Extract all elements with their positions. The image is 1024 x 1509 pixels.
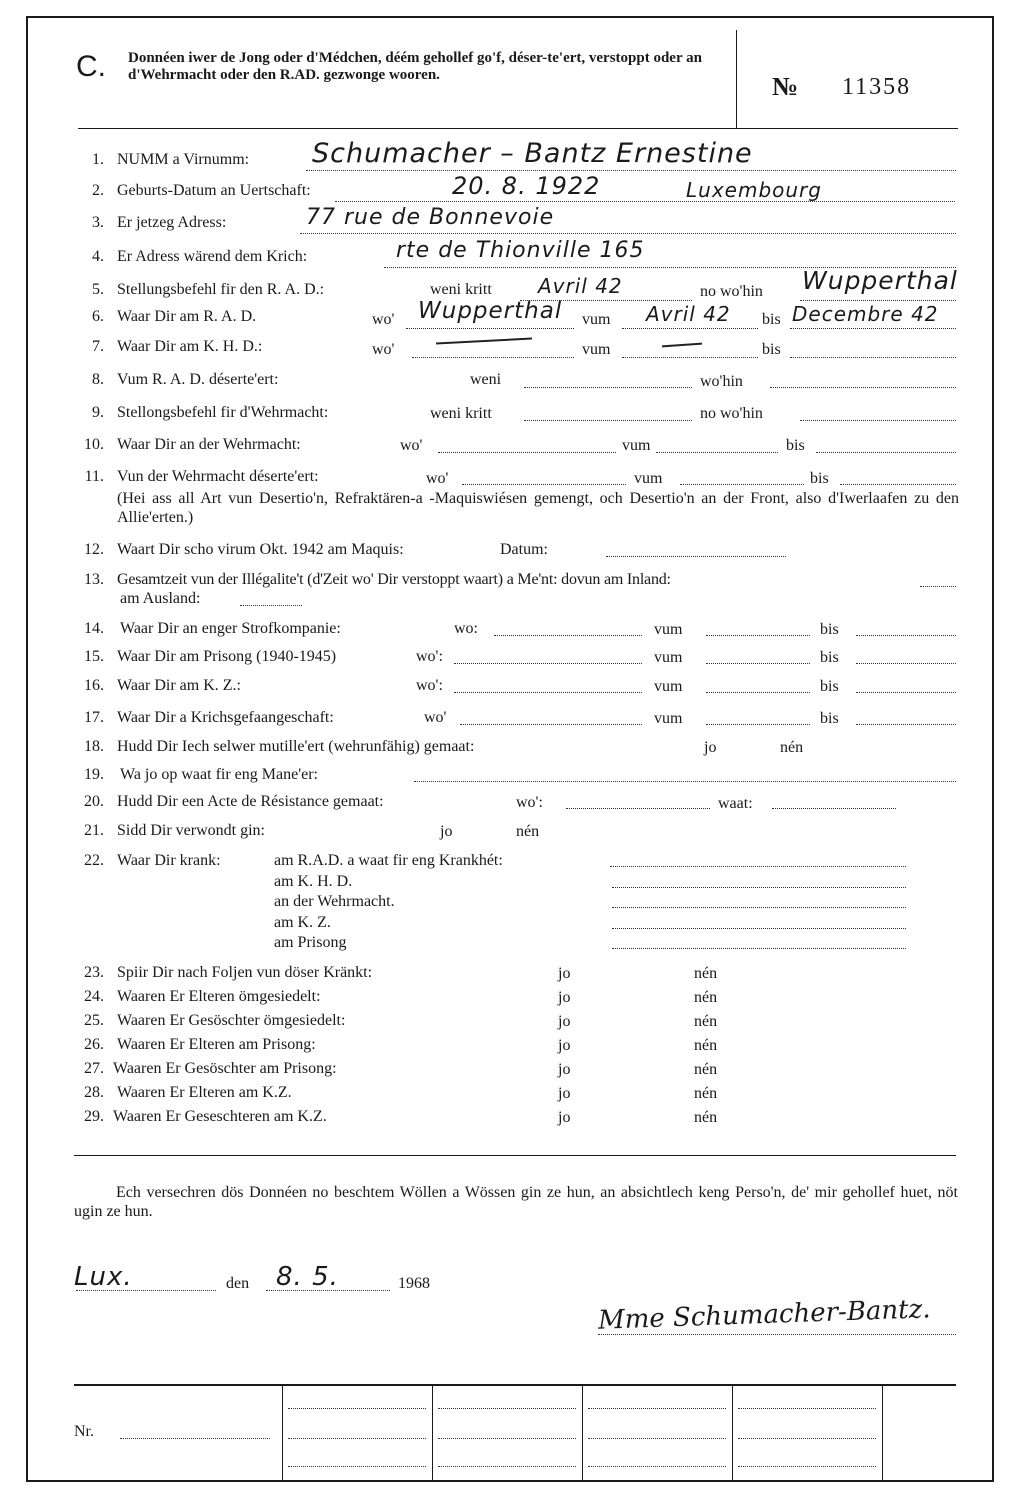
field-29-number: 29.: [84, 1108, 104, 1125]
footer-col-divider-1: [282, 1385, 283, 1480]
field-3-value[interactable]: 77 rue de Bonnevoie: [306, 205, 555, 230]
field-28-yes[interactable]: jo: [558, 1085, 571, 1102]
field-18-yes[interactable]: jo: [704, 739, 717, 756]
field-4-number: 4.: [92, 248, 104, 265]
field-22-sub-2-line: [612, 907, 906, 908]
field-5-number: 5.: [92, 281, 104, 298]
field-6-to-value[interactable]: Decembre 42: [792, 302, 939, 326]
signing-den-label: den: [226, 1275, 250, 1292]
field-13-abroad-label: am Ausland:: [120, 590, 201, 607]
field-14-from-line: [706, 635, 810, 636]
field-27-label: Waaren Er Gesöschter am Prisong:: [113, 1060, 337, 1077]
field-7-where-line: [412, 357, 574, 358]
field-22-sub-1-line: [612, 887, 906, 888]
footer-c4-l3: [738, 1466, 876, 1467]
field-2-date[interactable]: 20. 8. 1922: [452, 172, 601, 200]
field-11-from-line: [680, 484, 804, 485]
field-9-label: Stellongsbefehl fir d'Wehrmacht:: [117, 404, 329, 421]
field-10-where-line: [438, 452, 616, 453]
footer-c4-l1: [738, 1408, 876, 1409]
footer-nr-label: Nr.: [74, 1423, 94, 1440]
field-11-where-label: wo': [426, 470, 449, 487]
field-7-number: 7.: [92, 338, 104, 355]
field-15-where-line: [454, 663, 642, 664]
field-10-to-label: bis: [786, 437, 805, 454]
field-2-line: [335, 201, 955, 202]
field-23-yes[interactable]: jo: [558, 965, 571, 982]
footer-col-divider-2: [432, 1385, 433, 1480]
field-7-from-label: vum: [582, 341, 611, 358]
field-17-where-line: [460, 724, 642, 725]
field-22-rad-line: [610, 866, 906, 867]
field-5-label: Stellungsbefehl fir den R. A. D.:: [117, 281, 325, 298]
field-22-rad-label: am R.A.D. a waat fir eng Krankhét:: [274, 852, 503, 869]
field-8-label: Vum R. A. D. déserte'ert:: [117, 371, 279, 388]
field-24-number: 24.: [84, 988, 104, 1005]
field-29-no[interactable]: nén: [694, 1109, 718, 1126]
field-21-label: Sidd Dir verwondt gin:: [117, 822, 265, 839]
field-20-what-line: [772, 808, 896, 809]
field-12-date-line: [606, 556, 786, 557]
field-3-number: 3.: [92, 214, 104, 231]
signing-place-line: [76, 1290, 216, 1291]
field-7-from-line: [622, 357, 758, 358]
form-number: 11358: [842, 74, 912, 100]
footer-nr-line: [120, 1438, 270, 1439]
field-12-number: 12.: [84, 541, 104, 558]
field-13-label: Gesamtzeit vun der Illégalite't (d'Zeit wo' Dir verstoppt waart) a Me'nt: dovun am Inland:: [117, 571, 671, 588]
field-15-where-label: wo':: [416, 648, 443, 665]
footer-col-divider-4: [732, 1385, 733, 1480]
field-16-where-label: wo':: [416, 677, 443, 694]
field-16-from-label: vum: [654, 678, 683, 695]
field-16-to-label: bis: [820, 678, 839, 695]
field-11-number: 11.: [84, 468, 104, 485]
field-20-where-line: [566, 808, 710, 809]
field-2-number: 2.: [92, 182, 104, 199]
field-15-from-line: [706, 663, 810, 664]
field-14-number: 14.: [84, 620, 104, 637]
field-23-label: Spiir Dir nach Foljen vun döser Kränkt:: [117, 964, 373, 981]
field-6-from-line: [622, 328, 758, 329]
field-6-from-value[interactable]: Avril 42: [646, 302, 731, 326]
field-10-where-label: wo': [400, 437, 423, 454]
field-18-no[interactable]: nén: [780, 739, 804, 756]
field-12-label: Waart Dir scho virum Okt. 1942 am Maquis:: [117, 541, 404, 558]
field-16-number: 16.: [84, 677, 104, 694]
field-15-label: Waar Dir am Prisong (1940-1945): [117, 648, 337, 665]
number-symbol: №: [772, 72, 799, 101]
footer-col-divider-5: [882, 1385, 883, 1480]
field-16-where-line: [454, 692, 642, 693]
field-4-value[interactable]: rte de Thionville 165: [396, 238, 645, 263]
field-27-no[interactable]: nén: [694, 1061, 718, 1078]
field-21-yes[interactable]: jo: [440, 823, 453, 840]
signature-line: [598, 1334, 956, 1335]
field-20-what-label: waat:: [718, 795, 753, 812]
field-10-label: Waar Dir an der Wehrmacht:: [117, 436, 301, 453]
field-8-number: 8.: [92, 371, 104, 388]
field-22-sub-4-line: [612, 948, 906, 949]
field-2-label: Geburts-Datum an Uertschaft:: [117, 182, 311, 199]
field-5-where-value[interactable]: Wupperthal: [802, 266, 958, 295]
field-22-sub-2: an der Wehrmacht.: [274, 893, 395, 910]
field-5-where-label: no wo'hin: [700, 283, 763, 300]
field-28-number: 28.: [84, 1084, 104, 1101]
field-7-to-label: bis: [762, 341, 781, 358]
field-6-where-line: [406, 328, 574, 329]
footer-c1-l2: [288, 1438, 426, 1439]
field-4-label: Er Adress wärend dem Krich:: [117, 248, 308, 265]
field-24-label: Waaren Er Elteren ömgesiedelt:: [117, 988, 321, 1005]
field-11-where-line: [462, 484, 626, 485]
field-15-to-line: [856, 663, 956, 664]
field-26-no[interactable]: nén: [694, 1037, 718, 1054]
field-17-to-line: [856, 724, 956, 725]
field-5-where-line: [800, 300, 956, 301]
field-17-from-label: vum: [654, 710, 683, 727]
field-8-when-line: [524, 387, 692, 388]
field-25-yes[interactable]: jo: [558, 1013, 571, 1030]
field-13-abroad-line: [240, 605, 302, 606]
field-26-yes[interactable]: jo: [558, 1037, 571, 1054]
field-14-from-label: vum: [654, 621, 683, 638]
field-6-where-label: wo': [372, 311, 395, 328]
declaration-text: Ech versechren dös Donnéen no beschtem Wöllen a Wössen gin ze hun, an absichtlech keng Perso'n, de' mir gehollef huet, nöt ugin ze hun.: [74, 1184, 958, 1220]
field-15-number: 15.: [84, 648, 104, 665]
footer-c2-l3: [438, 1466, 576, 1467]
field-16-to-line: [856, 692, 956, 693]
field-14-to-line: [856, 635, 956, 636]
field-11-note: (Hei ass all Art vun Desertio'n, Refraktären-a -Maquiswiésen gemengt, och Desertio'n an der Front, also d'Iwerlaafen zu den Allie'erten.): [117, 490, 959, 526]
field-1-number: 1.: [92, 151, 104, 168]
field-20-where-label: wo':: [516, 794, 543, 811]
field-19-label: Wa jo op waat fir eng Mane'er:: [120, 766, 318, 783]
field-11-label: Vun der Wehrmacht déserte'ert:: [117, 468, 319, 485]
field-5-when-value[interactable]: Avril 42: [538, 274, 623, 298]
field-29-label: Waaren Er Geseschteren am K.Z.: [113, 1108, 327, 1125]
header-rule: [78, 128, 958, 129]
footer-c3-l3: [588, 1466, 726, 1467]
field-27-yes[interactable]: jo: [558, 1061, 571, 1078]
field-17-number: 17.: [84, 709, 104, 726]
footer-c4-l2: [738, 1438, 876, 1439]
field-17-to-label: bis: [820, 710, 839, 727]
footer-c2-l1: [438, 1408, 576, 1409]
field-27-number: 27.: [84, 1060, 104, 1077]
footer-c3-l1: [588, 1408, 726, 1409]
field-21-no[interactable]: nén: [516, 823, 540, 840]
field-20-number: 20.: [84, 793, 104, 810]
field-26-number: 26.: [84, 1036, 104, 1053]
field-22-number: 22.: [84, 852, 104, 869]
field-1-line: [306, 170, 956, 171]
field-17-where-label: wo': [424, 709, 447, 726]
declaration-rule: [74, 1155, 956, 1156]
field-19-line: [414, 781, 956, 782]
field-28-no[interactable]: nén: [694, 1085, 718, 1102]
field-1-value[interactable]: Schumacher – Bantz Ernestine: [312, 138, 753, 169]
field-18-label: Hudd Dir Iech selwer mutille'ert (wehrunfähig) gemaat:: [117, 738, 475, 755]
field-6-label: Waar Dir am R. A. D.: [117, 308, 257, 325]
field-10-from-line: [656, 452, 778, 453]
field-6-number: 6.: [92, 308, 104, 325]
field-7-where-label: wo': [372, 341, 395, 358]
field-29-yes[interactable]: jo: [558, 1109, 571, 1126]
field-22-sub-3-line: [612, 928, 906, 929]
field-24-yes[interactable]: jo: [558, 989, 571, 1006]
field-5-when-label: weni kritt: [430, 281, 492, 298]
field-25-number: 25.: [84, 1012, 104, 1029]
field-16-from-line: [706, 692, 810, 693]
signing-date[interactable]: 8. 5.: [276, 1262, 339, 1292]
field-6-to-label: bis: [762, 311, 781, 328]
field-9-number: 9.: [92, 404, 104, 421]
field-11-from-label: vum: [634, 470, 663, 487]
field-10-to-line: [816, 452, 956, 453]
field-8-where-label: wo'hin: [700, 373, 743, 390]
field-23-number: 23.: [84, 964, 104, 981]
field-7-label: Waar Dir am K. H. D.:: [117, 338, 263, 355]
field-8-when-label: weni: [470, 371, 502, 388]
field-9-when-label: weni kritt: [430, 405, 492, 422]
field-14-to-label: bis: [820, 621, 839, 638]
field-3-line: [300, 233, 956, 234]
field-9-where-line: [800, 420, 956, 421]
field-22-label: Waar Dir krank:: [117, 852, 221, 869]
field-6-to-line: [790, 328, 956, 329]
signing-place[interactable]: Lux.: [74, 1262, 133, 1292]
field-2-place[interactable]: Luxembourg: [686, 178, 822, 202]
field-22-sub-4: am Prisong: [274, 934, 347, 951]
field-17-from-line: [706, 724, 810, 725]
field-20-label: Hudd Dir een Acte de Résistance gemaat:: [117, 793, 384, 810]
field-25-no[interactable]: nén: [694, 1013, 718, 1030]
field-3-label: Er jetzeg Adress:: [117, 214, 227, 231]
field-26-label: Waaren Er Elteren am Prisong:: [117, 1036, 316, 1053]
signature[interactable]: Mme Schumacher-Bantz.: [597, 1294, 932, 1336]
footer-c1-l1: [288, 1408, 426, 1409]
field-22-sub-1: am K. H. D.: [274, 873, 353, 890]
field-14-where-line: [494, 635, 642, 636]
section-letter: C.: [76, 50, 106, 83]
footer-col-divider-3: [582, 1385, 583, 1480]
signing-year: 1968: [398, 1275, 430, 1292]
field-11-to-line: [840, 484, 956, 485]
field-9-when-line: [524, 420, 692, 421]
field-24-no[interactable]: nén: [694, 989, 718, 1006]
footer-c3-l2: [588, 1438, 726, 1439]
field-17-label: Waar Dir a Krichsgefaangeschaft:: [117, 709, 334, 726]
field-18-number: 18.: [84, 738, 104, 755]
footer-rule: [74, 1384, 956, 1386]
header-title: Donnéen iwer de Jong oder d'Médchen, déém gehollef go'f, déser-te'ert, verstoppt oder an d'Wehrmacht oder den R.AD. gezwonge wooren.: [128, 50, 702, 83]
field-14-where-label: wo:: [454, 620, 478, 637]
field-23-no[interactable]: nén: [694, 965, 718, 982]
field-6-from-label: vum: [582, 311, 611, 328]
field-10-from-label: vum: [622, 437, 651, 454]
field-22-sub-3: am K. Z.: [274, 914, 331, 931]
field-28-label: Waaren Er Elteren am K.Z.: [117, 1084, 292, 1101]
field-10-number: 10.: [84, 436, 104, 453]
field-6-where-value[interactable]: Wupperthal: [418, 298, 563, 324]
field-13-number: 13.: [84, 571, 104, 588]
field-14-label: Waar Dir an enger Strofkompanie:: [120, 620, 341, 637]
field-21-number: 21.: [84, 822, 104, 839]
field-19-number: 19.: [84, 766, 104, 783]
field-1-label: NUMM a Virnumm:: [117, 151, 250, 168]
field-7-to-line: [790, 357, 956, 358]
field-9-where-label: no wo'hin: [700, 405, 763, 422]
field-15-from-label: vum: [654, 649, 683, 666]
field-12-date-label: Datum:: [500, 541, 548, 558]
footer-c1-l3: [288, 1466, 426, 1467]
field-16-label: Waar Dir am K. Z.:: [117, 677, 241, 694]
field-8-where-line: [770, 387, 956, 388]
header-divider: [736, 30, 737, 128]
field-11-to-label: bis: [810, 470, 829, 487]
field-25-label: Waaren Er Gesöschter ömgesiedelt:: [117, 1012, 346, 1029]
field-15-to-label: bis: [820, 649, 839, 666]
footer-c2-l2: [438, 1438, 576, 1439]
field-13-inland-line: [920, 586, 956, 587]
